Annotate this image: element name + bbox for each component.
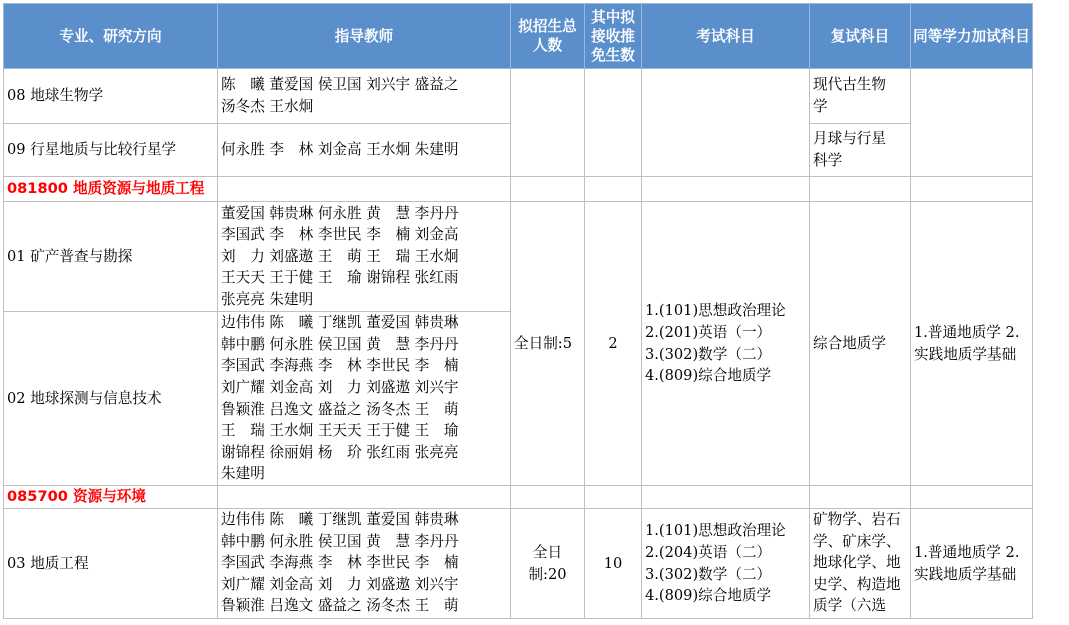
section-row <box>4 486 1044 509</box>
reexam-line: 矿物学、岩石 <box>813 511 901 528</box>
admissions-table <box>3 3 1044 619</box>
reexam-cell <box>810 124 911 177</box>
exam-line: 4.(809)综合地质学 <box>645 587 772 605</box>
section-row <box>4 177 1044 202</box>
section-title: 081800 地质资源与地质工程 <box>4 177 218 202</box>
reexam-line: 地球化学、地 <box>813 554 901 572</box>
reexam-line: 学 <box>813 98 828 115</box>
equiv-cell <box>911 202 1033 486</box>
direction-cell: 08 地球生物学 <box>4 69 218 124</box>
exam-cell <box>642 69 810 177</box>
teachers-cell <box>218 202 511 312</box>
teacher-line: 董爱国 韩贵琳 何永胜 黄 慧 李丹丹 <box>221 204 459 222</box>
header-quota: 拟招生总人数 <box>511 4 585 69</box>
teacher-line: 谢锦程 徐丽娟 杨 玠 张红雨 张亮亮 <box>221 443 459 461</box>
teacher-line: 王 瑞 王水炯 王天天 王于健 王 瑜 <box>221 422 459 440</box>
equiv-cell <box>911 509 1033 619</box>
teacher-line: 刘广耀 刘金高 刘 力 刘盛遨 刘兴宇 <box>221 575 459 593</box>
teacher-line: 汤冬杰 王水炯 <box>221 98 314 115</box>
exam-line: 3.(302)数学（二） <box>645 345 772 363</box>
table-row <box>4 202 1044 312</box>
exam-line: 2.(204)英语（二） <box>645 543 772 561</box>
exempt-cell: 10 <box>585 509 642 619</box>
header-equiv: 同等学力加试科目 <box>911 4 1033 69</box>
equiv-line: 1.普通地质学 2. <box>914 543 1020 561</box>
spacer-cell <box>1033 486 1044 509</box>
spacer-cell <box>1033 509 1044 619</box>
empty-cell <box>911 486 1033 509</box>
empty-cell <box>585 177 642 202</box>
table-row <box>4 69 1044 124</box>
exam-line: 1.(101)思想政治理论 <box>645 522 786 540</box>
exam-cell <box>642 509 810 619</box>
quota-cell <box>511 509 585 619</box>
teacher-line: 朱建明 <box>221 465 265 483</box>
teacher-line: 李国武 李 林 李世民 李 楠 刘金高 <box>221 226 459 244</box>
quota-line: 全日 <box>532 543 563 561</box>
equiv-line: 实践地质学基础 <box>914 565 1017 583</box>
teachers-cell <box>218 69 511 124</box>
empty-cell <box>810 177 911 202</box>
header-reexam: 复试科目 <box>810 4 911 69</box>
empty-cell <box>511 177 585 202</box>
exam-line: 3.(302)数学（二） <box>645 565 772 583</box>
equiv-line: 实践地质学基础 <box>914 345 1017 363</box>
admissions-table-wrapper <box>3 3 1044 619</box>
teachers-cell <box>218 312 511 486</box>
teacher-line: 王天天 王于健 王 瑜 谢锦程 张红雨 <box>221 269 459 287</box>
exam-line: 2.(201)英语（一） <box>645 323 772 341</box>
teacher-line: 边伟伟 陈 曦 丁继凯 董爱国 韩贵琳 <box>221 314 459 332</box>
quota-cell: 全日制:5 <box>511 202 585 486</box>
exam-cell <box>642 202 810 486</box>
reexam-cell <box>810 509 911 619</box>
empty-cell <box>585 486 642 509</box>
reexam-cell: 综合地质学 <box>810 202 911 486</box>
direction-cell: 03 地质工程 <box>4 509 218 619</box>
direction-cell: 01 矿产普查与勘探 <box>4 202 218 312</box>
reexam-line: 科学 <box>813 152 843 169</box>
section-title: 085700 资源与环境 <box>4 486 218 509</box>
empty-cell <box>911 177 1033 202</box>
empty-cell <box>511 486 585 509</box>
empty-cell <box>642 486 810 509</box>
direction-cell: 09 行星地质与比较行星学 <box>4 124 218 177</box>
teacher-line: 陈 曦 董爱国 侯卫国 刘兴宇 盛益之 <box>221 76 459 94</box>
teacher-line: 李国武 李海燕 李 林 李世民 李 楠 <box>221 357 459 375</box>
teachers-clip <box>221 509 507 615</box>
teacher-line: 鲁颖淮 吕逸文 盛益之 汤冬杰 王 萌 <box>221 400 459 418</box>
spacer-cell <box>1033 177 1044 202</box>
header-spacer <box>1033 4 1044 69</box>
header-row <box>4 4 1044 69</box>
exam-line: 4.(809)综合地质学 <box>645 367 772 385</box>
reexam-line: 月球与行星 <box>813 130 886 148</box>
spacer-cell <box>1033 69 1044 177</box>
table-row <box>4 509 1044 619</box>
teacher-line: 刘 力 刘盛遨 王 萌 王 瑞 王水炯 <box>221 247 459 265</box>
teacher-line: 边伟伟 陈 曦 丁继凯 董爱国 韩贵琳 <box>221 511 459 528</box>
teachers-cell <box>218 509 511 619</box>
reexam-line: 史学、构造地 <box>813 575 901 593</box>
reexam-line: 学、矿床学、 <box>813 532 901 550</box>
exempt-cell: 2 <box>585 202 642 486</box>
teacher-line: 何永胜 李 林 刘金高 王水炯 朱建明 <box>221 141 459 159</box>
header-exam: 考试科目 <box>642 4 810 69</box>
header-advisor: 指导教师 <box>218 4 511 69</box>
exam-line: 1.(101)思想政治理论 <box>645 302 786 320</box>
teacher-line: 韩中鹏 何永胜 侯卫国 黄 慧 李丹丹 <box>221 335 459 353</box>
equiv-line: 1.普通地质学 2. <box>914 323 1020 341</box>
reexam-cell <box>810 69 911 124</box>
reexam-line: 质学（六选 <box>813 597 886 615</box>
quota-cell <box>511 69 585 177</box>
teacher-line: 张亮亮 朱建明 <box>221 290 314 308</box>
empty-cell <box>642 177 810 202</box>
reexam-clip <box>813 509 907 615</box>
equiv-cell <box>911 69 1033 177</box>
empty-cell <box>810 486 911 509</box>
teacher-line: 李国武 李海燕 李 林 李世民 李 楠 <box>221 554 459 572</box>
teachers-cell <box>218 124 511 177</box>
quota-line: 制:20 <box>528 565 567 583</box>
reexam-line: 现代古生物 <box>813 76 886 94</box>
teacher-line: 刘广耀 刘金高 刘 力 刘盛遨 刘兴宇 <box>221 378 459 396</box>
teacher-line: 韩中鹏 何永胜 侯卫国 黄 慧 李丹丹 <box>221 532 459 550</box>
empty-cell <box>218 177 511 202</box>
exempt-cell <box>585 69 642 177</box>
header-major: 专业、研究方向 <box>4 4 218 69</box>
teacher-line: 鲁颖淮 吕逸文 盛益之 汤冬杰 王 萌 <box>221 597 459 615</box>
empty-cell <box>218 486 511 509</box>
spacer-cell <box>1033 202 1044 486</box>
direction-cell: 02 地球探测与信息技术 <box>4 312 218 486</box>
header-exempt: 其中拟接收推免生数 <box>585 4 642 69</box>
